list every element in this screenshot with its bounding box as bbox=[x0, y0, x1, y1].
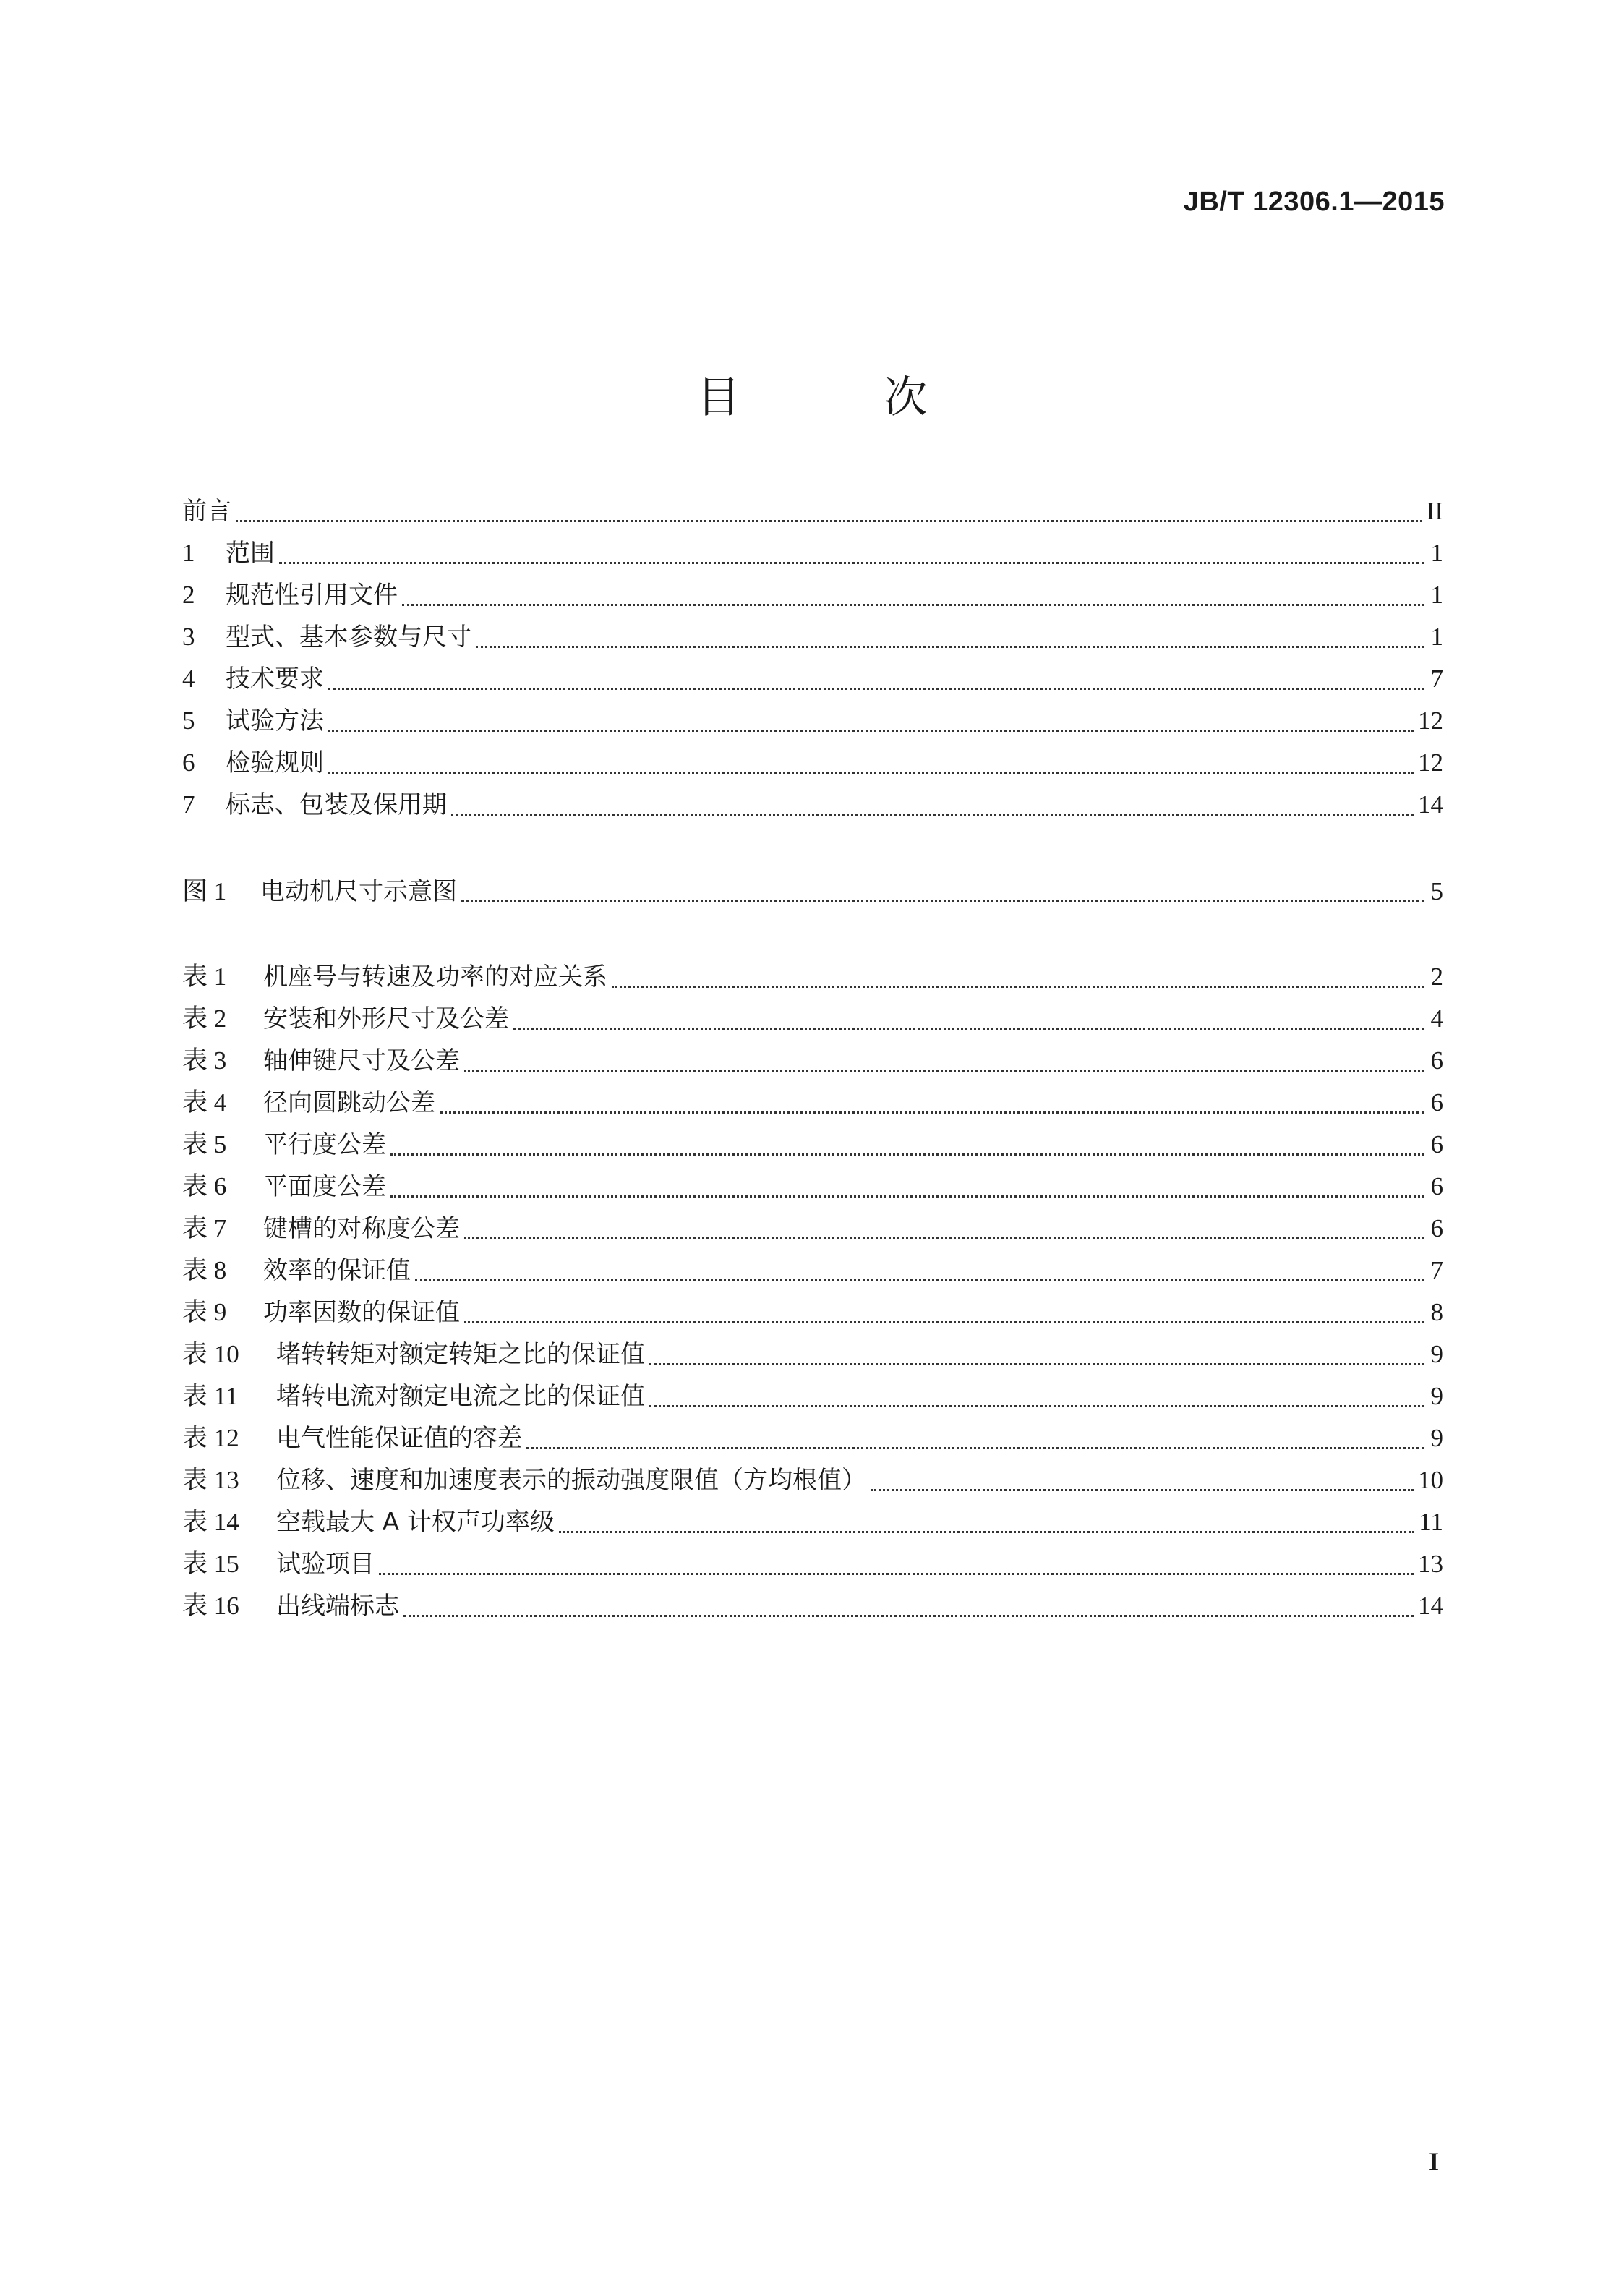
toc-entry-page: 6 bbox=[1430, 1088, 1443, 1117]
dot-leader bbox=[390, 1195, 1424, 1198]
dot-leader bbox=[379, 1573, 1414, 1575]
toc-entry-label: 表 2 安装和外形尺寸及公差 bbox=[182, 1001, 509, 1037]
dot-leader bbox=[403, 1615, 1414, 1617]
toc-entry-page: 11 bbox=[1419, 1508, 1443, 1536]
toc-entry-label: 图 1 电动机尺寸示意图 bbox=[182, 874, 457, 910]
dot-leader bbox=[649, 1363, 1424, 1365]
dot-leader bbox=[649, 1405, 1424, 1407]
dot-leader bbox=[871, 1489, 1414, 1491]
toc-entry-prefix: 表 14 bbox=[182, 1508, 239, 1536]
dot-leader bbox=[464, 1321, 1424, 1323]
dot-leader bbox=[415, 1279, 1424, 1281]
toc-entry-table-8[interactable] bbox=[182, 1253, 1443, 1289]
toc-entry-label: 表 4 径向圆跳动公差 bbox=[182, 1085, 435, 1121]
toc-entry-table-2[interactable] bbox=[182, 1001, 1443, 1037]
toc-entry-page: 12 bbox=[1418, 748, 1443, 777]
toc-entry-page: 13 bbox=[1418, 1550, 1443, 1578]
toc-entry-table-13[interactable] bbox=[182, 1462, 1443, 1498]
page-number: I bbox=[1428, 2147, 1439, 2176]
toc-entry-prefix: 表 6 bbox=[182, 1172, 227, 1200]
dot-leader bbox=[526, 1447, 1424, 1449]
toc-entry-label: 表 15 试验项目 bbox=[182, 1546, 375, 1582]
toc-entry-label: 表 7 键槽的对称度公差 bbox=[182, 1211, 460, 1247]
toc-entry-table-16[interactable] bbox=[182, 1588, 1443, 1624]
toc-entry-prefix: 表 2 bbox=[182, 1004, 227, 1033]
toc-entry-page: II bbox=[1426, 497, 1443, 525]
toc-entry-page: 7 bbox=[1430, 665, 1443, 693]
toc-entry-table-14[interactable] bbox=[182, 1504, 1443, 1540]
toc-entry-label: 4 技术要求 bbox=[182, 661, 324, 697]
toc-entry-prefix: 7 bbox=[182, 790, 195, 819]
toc-entry-prefix: 表 9 bbox=[182, 1298, 227, 1326]
toc-entry-label: 表 10 堵转转矩对额定转矩之比的保证值 bbox=[182, 1336, 645, 1373]
toc-entry-page: 14 bbox=[1418, 790, 1443, 819]
toc-entry-prefix: 3 bbox=[182, 623, 195, 651]
toc-entry-section-2[interactable] bbox=[182, 577, 1443, 613]
toc-entry-table-1[interactable] bbox=[182, 959, 1443, 995]
toc-entry-page: 6 bbox=[1430, 1172, 1443, 1200]
toc-entry-page: 6 bbox=[1430, 1130, 1443, 1158]
toc-entry-table-11[interactable] bbox=[182, 1378, 1443, 1414]
toc-entry-prefix: 表 8 bbox=[182, 1256, 227, 1284]
toc-entry-label: 5 试验方法 bbox=[182, 703, 324, 739]
toc-entry-page: 12 bbox=[1418, 707, 1443, 735]
toc-entry-page: 1 bbox=[1430, 623, 1443, 651]
toc-entry-table-5[interactable] bbox=[182, 1127, 1443, 1163]
toc-entry-label: 表 13 位移、速度和加速度表示的振动强度限值（方均根值） bbox=[182, 1462, 866, 1498]
toc-entry-label: 表 6 平面度公差 bbox=[182, 1169, 386, 1205]
toc-entry-section-6[interactable] bbox=[182, 745, 1443, 781]
toc-entry-label: 表 12 电气性能保证值的容差 bbox=[182, 1420, 522, 1456]
toc-entry-page: 7 bbox=[1430, 1256, 1443, 1284]
toc-entry-prefix: 表 10 bbox=[182, 1340, 239, 1368]
dot-leader bbox=[451, 814, 1414, 816]
toc-entry-page: 9 bbox=[1430, 1382, 1443, 1410]
toc-entry-page: 1 bbox=[1430, 539, 1443, 567]
toc-entry-page: 14 bbox=[1418, 1592, 1443, 1620]
toc-entry-table-9[interactable] bbox=[182, 1294, 1443, 1331]
dot-leader bbox=[612, 986, 1424, 988]
document-number: JB/T 12306.1—2015 bbox=[1183, 187, 1445, 217]
toc-entry-section-4[interactable] bbox=[182, 661, 1443, 697]
dot-leader bbox=[328, 730, 1414, 732]
toc-entry-page: 6 bbox=[1430, 1046, 1443, 1075]
toc-entry-table-12[interactable] bbox=[182, 1420, 1443, 1456]
toc-entry-prefix: 表 7 bbox=[182, 1214, 227, 1242]
toc-entry-prefix: 表 1 bbox=[182, 963, 227, 991]
toc-entry-prefix: 2 bbox=[182, 581, 195, 609]
toc-entry-label: 表 8 效率的保证值 bbox=[182, 1253, 411, 1289]
toc-entry-page: 5 bbox=[1430, 877, 1443, 905]
toc-entry-prefix: 表 5 bbox=[182, 1130, 227, 1158]
toc-entry-prefix: 图 1 bbox=[182, 877, 227, 905]
toc-entry-label: 3 型式、基本参数与尺寸 bbox=[182, 619, 471, 655]
dot-leader bbox=[559, 1531, 1414, 1533]
toc-entry-figure-1[interactable] bbox=[182, 874, 1443, 910]
dot-leader bbox=[464, 1070, 1424, 1072]
toc-entry-prefix: 表 4 bbox=[182, 1088, 227, 1117]
toc-entry-label: 表 11 堵转电流对额定电流之比的保证值 bbox=[182, 1378, 645, 1414]
toc-entry-label: 表 9 功率因数的保证值 bbox=[182, 1294, 460, 1331]
page-title: 目 次 bbox=[696, 372, 993, 423]
toc-entry-table-7[interactable] bbox=[182, 1211, 1443, 1247]
toc-entry-section-7[interactable] bbox=[182, 787, 1443, 823]
dot-leader bbox=[328, 772, 1414, 774]
toc-entry-prefix: 表 16 bbox=[182, 1592, 239, 1620]
toc-entry-label: 表 3 轴伸键尺寸及公差 bbox=[182, 1043, 460, 1079]
toc-entry-page: 1 bbox=[1430, 581, 1443, 609]
toc-entry-label: 6 检验规则 bbox=[182, 745, 324, 781]
toc-entry-prefix: 4 bbox=[182, 665, 195, 693]
dot-leader bbox=[390, 1153, 1424, 1156]
toc-entry-table-3[interactable] bbox=[182, 1043, 1443, 1079]
dot-leader bbox=[279, 562, 1424, 564]
toc-entry-label: 2 规范性引用文件 bbox=[182, 577, 398, 613]
toc-entry-label: 前言 bbox=[182, 497, 231, 526]
dot-leader bbox=[402, 604, 1424, 606]
toc-entry-prefix: 表 11 bbox=[182, 1382, 239, 1410]
toc-entry-prefix: 表 12 bbox=[182, 1424, 239, 1452]
dot-leader bbox=[461, 900, 1424, 902]
toc-entry-table-10[interactable] bbox=[182, 1336, 1443, 1373]
toc-entry-table-4[interactable] bbox=[182, 1085, 1443, 1121]
toc-entry-label: 表 1 机座号与转速及功率的对应关系 bbox=[182, 959, 607, 995]
toc-entry-table-15[interactable] bbox=[182, 1546, 1443, 1582]
toc-entry-label: 表 5 平行度公差 bbox=[182, 1127, 386, 1163]
dot-leader bbox=[464, 1237, 1424, 1239]
dot-leader bbox=[328, 688, 1424, 690]
dot-leader bbox=[440, 1111, 1424, 1114]
toc-entry-prefix: 6 bbox=[182, 748, 195, 777]
toc-entry-label: 表 14 空载最大 A 计权声功率级 bbox=[182, 1504, 555, 1540]
toc-entry-section-1[interactable] bbox=[182, 535, 1443, 571]
toc-entry-page: 4 bbox=[1430, 1004, 1443, 1033]
toc-entry-prefix: 5 bbox=[182, 707, 195, 735]
toc-entry-label: 表 16 出线端标志 bbox=[182, 1588, 399, 1624]
toc-entry-prefix: 表 15 bbox=[182, 1550, 239, 1578]
dot-leader bbox=[513, 1028, 1424, 1030]
dot-leader bbox=[236, 520, 1422, 522]
toc-entry-page: 2 bbox=[1430, 963, 1443, 991]
toc-entry-section-3[interactable] bbox=[182, 619, 1443, 655]
toc-entry-section-5[interactable] bbox=[182, 703, 1443, 739]
toc-entry-page: 9 bbox=[1430, 1340, 1443, 1368]
toc-entry-prefix: 表 3 bbox=[182, 1046, 227, 1075]
toc-entry-prefix: 1 bbox=[182, 539, 195, 567]
toc-entry-page: 9 bbox=[1430, 1424, 1443, 1452]
toc-entry-table-6[interactable] bbox=[182, 1169, 1443, 1205]
toc-entry-prefix: 表 13 bbox=[182, 1466, 239, 1494]
dot-leader bbox=[476, 646, 1424, 648]
toc-entry-page: 6 bbox=[1430, 1214, 1443, 1242]
toc-entry-foreword[interactable] bbox=[182, 493, 1443, 529]
toc-entry-page: 10 bbox=[1418, 1466, 1443, 1494]
toc-entry-label: 1 范围 bbox=[182, 535, 275, 571]
toc-entry-label: 7 标志、包装及保用期 bbox=[182, 787, 447, 823]
toc-entry-page: 8 bbox=[1430, 1298, 1443, 1326]
